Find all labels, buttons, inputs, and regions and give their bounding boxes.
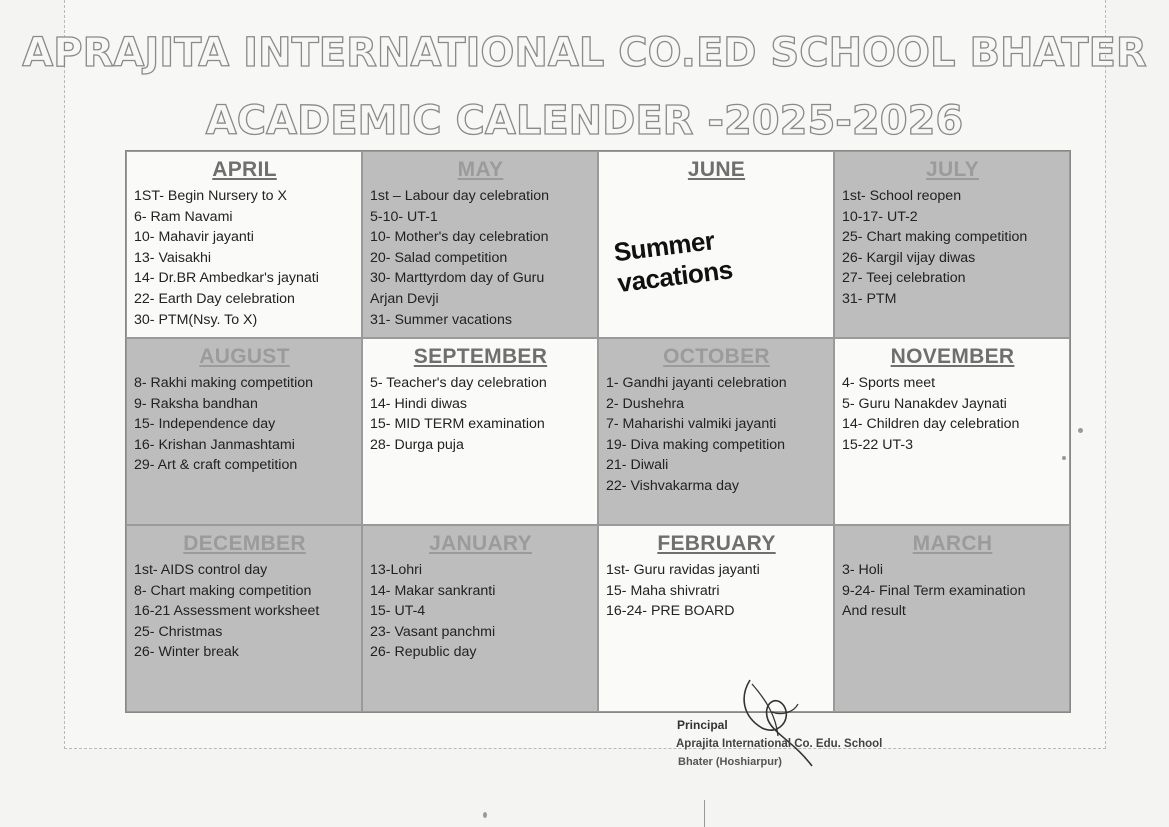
calendar-grid [125, 150, 1071, 713]
event-list [370, 560, 591, 663]
event-item: 9-24- Final Term examination [842, 582, 1026, 599]
event-item: 25- Christmas [134, 623, 223, 640]
event-item: 13- Vaisakhi [134, 249, 212, 266]
event-list [606, 560, 827, 622]
event-item: 1st- Guru ravidas jayanti [606, 562, 760, 578]
scan-speck [483, 812, 487, 818]
scan-speck [1062, 456, 1066, 460]
event-item: 30- PTM(Nsy. To X) [134, 311, 258, 328]
event-item: 6- Ram Navami [134, 208, 233, 225]
event-item: 25- Chart making competition [842, 229, 1028, 246]
month-cell-june [598, 151, 834, 338]
event-item: 26- Kargil vijay diwas [842, 249, 976, 266]
event-item: 31- PTM [842, 290, 897, 307]
event-item: 10- Mother's day celebration [370, 229, 549, 246]
event-item: 14- Children day celebration [842, 416, 1020, 433]
month-cell-april [126, 151, 362, 338]
event-item: 1ST- Begin Nursery to X [134, 188, 287, 204]
summer-vacation-note: Summer vacations [612, 225, 735, 299]
event-item: 10- Mahavir jayanti [134, 229, 254, 246]
event-list [606, 373, 827, 497]
event-item: 1st- School reopen [842, 188, 962, 204]
month-name: NOVEMBER [890, 345, 1015, 368]
event-item: 5- Guru Nanakdev Jaynati [842, 395, 1007, 412]
school-name: APRAJITA INTERNATIONAL CO.ED SCHOOL BHATER [22, 30, 1147, 76]
event-item: 15- UT-4 [370, 603, 426, 620]
month-cell-january [362, 525, 598, 712]
month-name: JUNE [687, 158, 746, 181]
event-item: 8- Chart making competition [134, 582, 312, 599]
month-name: MAY [457, 158, 504, 181]
month-name: FEBRUARY [657, 532, 776, 555]
month-name: MARCH [912, 532, 993, 555]
event-item: 20- Salad competition [370, 249, 508, 266]
signatory-role: Principal [677, 718, 728, 732]
month-name: JULY [926, 158, 979, 181]
event-item: 27- Teej celebration [842, 270, 966, 287]
event-item: 9- Raksha bandhan [134, 395, 258, 412]
event-item: 30- Marttyrdom day of Guru [370, 270, 545, 287]
event-item: 22- Earth Day celebration [134, 290, 295, 307]
event-item: 15-22 UT-3 [842, 436, 913, 453]
event-item: 19- Diva making competition [606, 436, 785, 453]
event-item: 4- Sports meet [842, 375, 936, 391]
event-item: 14- Dr.BR Ambedkar's jaynati [134, 270, 319, 287]
month-cell-september [362, 338, 598, 525]
event-item: 22- Vishvakarma day [606, 477, 740, 494]
event-item: 2- Dushehra [606, 395, 685, 412]
event-item: And result [842, 603, 906, 620]
month-cell-may [362, 151, 598, 338]
event-item: 15- Maha shivratri [606, 582, 720, 599]
event-item: 16-21 Assessment worksheet [134, 603, 320, 620]
event-item: 21- Diwali [606, 457, 669, 474]
month-cell-december [126, 525, 362, 712]
signatory-place: Bhater (Hoshiarpur) [678, 756, 782, 768]
event-item: 1st- AIDS control day [134, 562, 268, 578]
event-item: 1- Gandhi jayanti celebration [606, 375, 787, 391]
month-name: SEPTEMBER [413, 345, 548, 368]
event-list [134, 373, 355, 476]
month-name: JANUARY [429, 532, 532, 555]
month-cell-august [126, 338, 362, 525]
event-item: 16- Krishan Janmashtami [134, 436, 295, 453]
event-item: 10-17- UT-2 [842, 208, 918, 225]
event-item: 7- Maharishi valmiki jayanti [606, 416, 777, 433]
event-item: 3- Holi [842, 562, 883, 578]
event-item: 15- MID TERM examination [370, 416, 545, 433]
month-cell-october [598, 338, 834, 525]
event-item: 15- Independence day [134, 416, 276, 433]
event-item: 29- Art & craft competition [134, 457, 298, 474]
event-list [842, 560, 1063, 622]
scan-speck [1078, 428, 1083, 433]
event-item: 14- Hindi diwas [370, 395, 467, 412]
signatory-institution: Aprajita International Co. Edu. School [676, 738, 883, 750]
event-item: 5-10- UT-1 [370, 208, 438, 225]
event-item: 1st – Labour day celebration [370, 188, 550, 204]
event-list [842, 186, 1063, 310]
event-item: 5- Teacher's day celebration [370, 375, 547, 391]
month-cell-july [834, 151, 1070, 338]
month-name: AUGUST [199, 345, 290, 368]
month-name: APRIL [212, 158, 277, 181]
month-cell-november [834, 338, 1070, 525]
event-list [370, 186, 591, 330]
event-item: 13-Lohri [370, 562, 423, 578]
event-item: 16-24- PRE BOARD [606, 603, 735, 620]
event-list [134, 560, 355, 663]
calendar-title: ACADEMIC CALENDER -2025-2026 [205, 98, 964, 144]
event-list [370, 373, 591, 455]
event-item: 14- Makar sankranti [370, 582, 496, 599]
event-list [134, 186, 355, 330]
event-item: 31- Summer vacations [370, 311, 512, 328]
scan-line [704, 800, 705, 827]
event-item: 8- Rakhi making competition [134, 375, 313, 391]
month-name: OCTOBER [663, 345, 770, 368]
month-name: DECEMBER [183, 532, 306, 555]
event-item: 28- Durga puja [370, 436, 464, 453]
event-item: 26- Winter break [134, 644, 239, 661]
signature-block [670, 676, 930, 776]
event-item: 23- Vasant panchmi [370, 623, 496, 640]
event-item: 26- Republic day [370, 644, 477, 661]
event-item: Arjan Devji [370, 290, 439, 307]
event-list [842, 373, 1063, 455]
